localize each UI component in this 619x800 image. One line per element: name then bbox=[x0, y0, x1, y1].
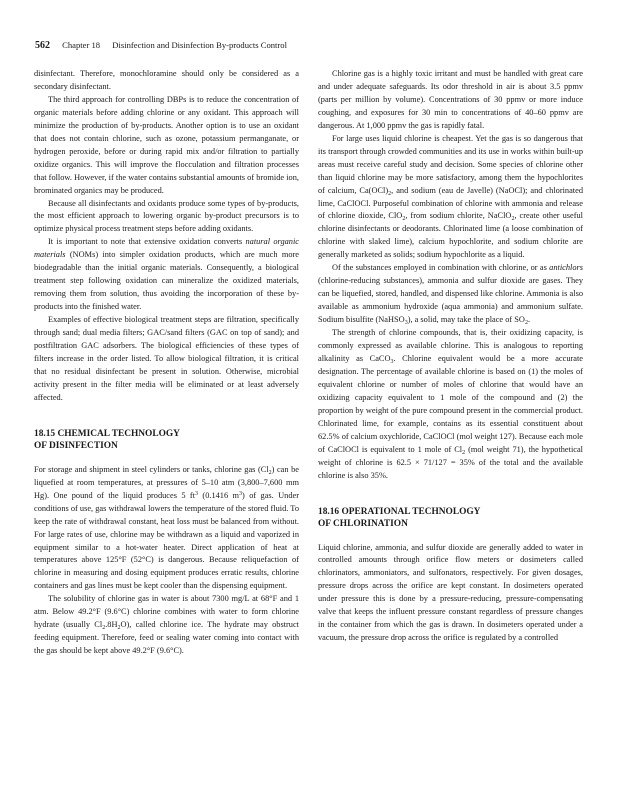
paragraph: Of the substances employed in combination with chlorine, or as antichlors (chlorine-reducing substances), ammonia and sulfur dioxide are gases. They can be liquefied, stored, handled, and dispensed like chlorine. Ammonia is also available as ammonium hydroxide (aqua ammonia) and ammonium sulfate. Sodium bisulfite (NaHSO$_3$), a solid, may take the place of $SO_2$. bbox=[318, 263, 583, 327]
paragraph: disinfectant. Therefore, monochloramine should only be considered as a secondary disinfectant. bbox=[34, 69, 299, 91]
paragraph: It is important to note that extensive oxidation converts natural organic materials (NOMs) into simpler oxidation products, which are much more biodegradable than the initial organic materials. Consequently, a biological treatment step following oxidation can mineralize the oxidized materials, removing them from solution, thus avoiding the incorporation of these by-products into the finished water. bbox=[34, 237, 299, 312]
paragraph: The solubility of chlorine gas in water is about 7300 mg/L at 68°F and 1 atm. Below 49.2°F (9.6°C) chlorine combines with water to form chlorine hydrate (usually $Cl_2.8H_2O$), called chlorine ice. The hydrate may obstruct feeding equipment. Therefore, feed or sealing water coming into contact with the gas should be kept above 49.2°F (9.6°C). bbox=[34, 594, 299, 656]
paragraph: For large uses liquid chlorine is cheapest. Yet the gas is so dangerous that its transport through crowded communities and its use in works within built-up areas must receive careful study and decision. Some species of chlorine other than liquid chlorine may be more satisfactory, among them the hypochlorites of calcium, $Ca(OCl)_2$, and sodium (eau de Javelle) (NaOCl); and chlorinated lime, CaClOCl. Purposeful combination of chlorine with ammonia and release of chlorine dioxide, ClO$_2$, from sodium chlorite, NaClO$_2$, create other useful chlorine disinfectants or deodorants. Chlorinated lime (a loose combination of chlorine with slaked lime), calcium hypochlorite, and sodium chlorite are generally marketed as solids; sodium hypochlorite as a liquid. bbox=[318, 133, 583, 260]
left-column bbox=[34, 68, 299, 658]
paragraph: Liquid chlorine, ammonia, and sulfur dioxide are generally added to water in controlled amounts through orifice flow meters or dosimeters called chlorinators, ammoniators, and sulfonators, respectively. For given dosages, pressure drops across the orifice are kept constant. In dosimeters operated under pressure this is done by a pressure-reducing, pressure-compensating valve that keeps the influent pressure constant regardless of pressure changes in the container from which the gas is drawn. In dosimeters operated under a vacuum, the pressure drop across the orifice is regulated by a controlled bbox=[318, 542, 583, 643]
section-heading: 18.16 OPERATIONAL TECHNOLOGY OF CHLORINATION bbox=[318, 506, 481, 529]
paragraph: Because all disinfectants and oxidants produce some types of by-products, the most efficient approach to lowering organic by-product precursors is to optimize physical process treatment steps before adding oxidants. bbox=[34, 198, 299, 234]
right-column bbox=[318, 68, 583, 645]
paragraph: Examples of effective biological treatment steps are filtration, specifically through sand; dual media filters; GAC/sand filters (GAC on top of sand); and postfiltration GAC adsorbers. The biological efficiencies of these types of filters increase in the order listed. To allow biological filtration, it is critical that no residual disinfectant be present in solution. Otherwise, microbial activity present in the filter media will be eliminated or at least adversely affected. bbox=[34, 315, 299, 402]
term-italic: natural organic materials bbox=[34, 237, 299, 260]
chapter-title: Disinfection and Disinfection By-products Control bbox=[112, 40, 287, 50]
paragraph: Chlorine gas is a highly toxic irritant and must be handled with great care and under adequate safeguards. Its odor threshold in air is about 3.5 ppmv (parts per million by volume). Concentrations of 30 ppmv or more induce coughing, and exposures for 30 min to concentrations of 40–60 ppmv are dangerous. At 1,000 ppmv the gas is rapidly fatal. bbox=[318, 69, 583, 130]
running-header bbox=[35, 40, 287, 51]
paragraph: The third approach for controlling DBPs is to reduce the concentration of organic materials before adding chlorine or any oxidant. This approach will minimize the production of by-products. Another option is to use an oxidant that does not contain chlorine, such as ozone, potassium permanganate, or hydrogen peroxide, before or during rapid mix and/or filtration to partially oxidize organics. This will improve the flocculation and filtration processes that follow. However, if the water contains substantial amounts of bromide ion, brominated organics may be produced. bbox=[34, 94, 299, 195]
chapter-label: Chapter 18 bbox=[62, 40, 101, 50]
paragraph: For storage and shipment in steel cylinders or tanks, chlorine gas $(Cl_2)$ can be liquefied at room temperatures, at pressures of 5–10 atm (3,800–7,600 mm Hg). One pound of the liquid produces 5 $ft^3$ (0.1416 $m^3$) of gas. Under conditions of use, gas withdrawal lowers the temperature of the stored fluid. To keep the rate of withdrawal constant, heat loss must be balanced from without. For large rates of use, chlorine may be withdrawn as a liquid and vaporized in equipment similar to a hot-water heater. Direct application of heat at temperatures above 125°F (52°C) is dangerous. Because reliquefaction of chlorine in measuring and dosing equipment produces erratic results, chlorine containers and gas lines must be kept cooler than the dispensing equipment. bbox=[34, 464, 300, 591]
page-number: 562 bbox=[35, 40, 50, 51]
paragraph: The strength of chlorine compounds, that is, their oxidizing capacity, is commonly expressed as available chlorine. This is analogous to reporting alkalinity as CaCO$_3$. Chlorine equivalent would be a more accurate designation. The percentage of available chlorine is based on (1) the moles of equivalent chlorine or number of moles of chlorine that would have an oxidizing capacity equivalent to 1 mole of the compound and (2) the proportion by weight of the pure compound present in the commercial product. Chlorinated lime, for example, contains as its essential constituent about 62.5% of calcium oxychloride, CaClOCl (mol weight 127). Because each mole of CaClOCl is equivalent to 1 mole of $Cl_2$ (mol weight 71), the hypothetical weight of chlorine is 62.5 × 71/127 = 35% of the total and the available chlorine is also 35%. bbox=[318, 328, 583, 480]
section-heading: 18.15 CHEMICAL TECHNOLOGY OF DISINFECTION bbox=[34, 428, 180, 452]
term-italic: antichlors bbox=[549, 263, 583, 273]
